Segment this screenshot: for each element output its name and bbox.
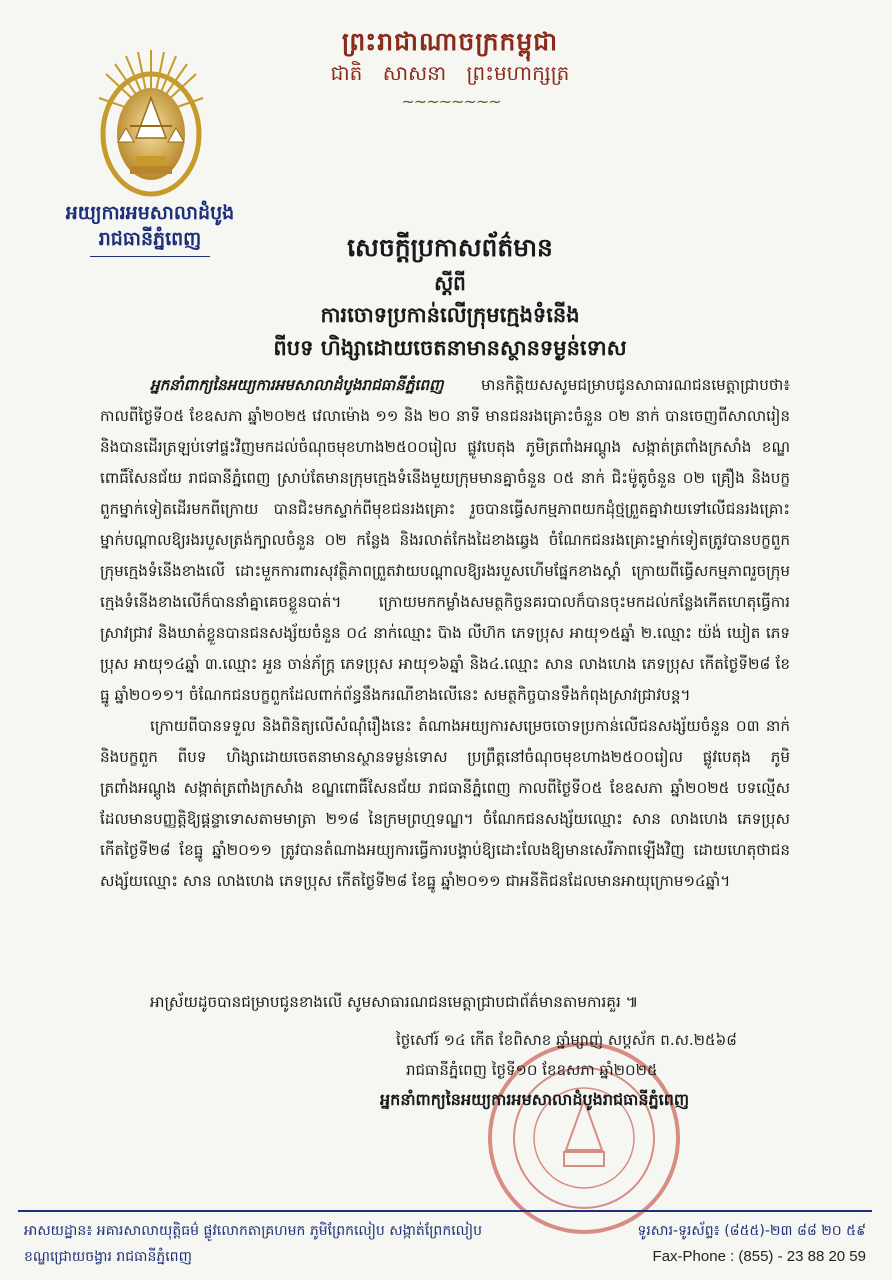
lunar-date: ថ្ងៃសៅរ៍ ១៤ កើត ខែពិសាខ ឆ្នាំម្សាញ់ សប្តស័ក ព.ស.២៥៦៨ [396, 1031, 737, 1049]
address-line2: ខណ្ឌជ្រោយចង្វារ រាជធានីភ្នំពេញ [24, 1249, 192, 1265]
document-subject-line2: ពីបទ ហិង្សាដោយចេតនាមានស្ថានទម្ងន់ទោស [273, 335, 627, 360]
address-line1: អាសយដ្ឋាន៖ អគារសាលាយុត្តិធម៌ ផ្លូវលោកតាគ្រហមក ភូមិព្រែកលៀប សង្កាត់ព្រែកលៀប [24, 1223, 483, 1239]
spokesperson-lead: អ្នកនាំពាក្យនៃអយ្យការអមសាលាដំបូងរាជធានីភ្នំពេញ [150, 376, 444, 394]
footer-divider [18, 1210, 872, 1212]
document-body [100, 370, 790, 897]
closing-statement: អាស្រ័យដូចបានជម្រាបជូនខាងលើ សូមសាធារណជនមេត្តាជ្រាបជាព័ត៌មានតាមការគួរ ៕ [150, 993, 639, 1011]
phone-khmer: ទូរសារ-ទូរស័ព្ទ៖ (៨៥៥)-២៣ ៨៨ ២០ ៥៩ [637, 1223, 866, 1239]
solar-date: រាជធានីភ្នំពេញ ថ្ងៃទី១០ ខែឧសភា ឆ្នាំ២០២៥ [406, 1061, 658, 1079]
paragraph-1 [100, 370, 790, 711]
signer-title: អ្នកនាំពាក្យនៃអយ្យការអមសាលាដំបូងរាជធានីភ្នំពេញ [380, 1090, 690, 1109]
signature-block [380, 1025, 800, 1115]
office-city: រាជធានីភ្នំពេញ [98, 228, 202, 250]
prosecutor-emblem-icon [96, 46, 206, 202]
document-titles [170, 228, 730, 364]
document-title: សេចក្តីប្រកាសព័ត៌មាន [347, 233, 553, 262]
kingdom-header [300, 26, 600, 88]
kingdom-title: ព្រះរាជាណាចក្រកម្ពុជា [341, 27, 559, 56]
document-about: ស្តីពី [434, 271, 466, 295]
fax-phone: Fax-Phone : (855) - 23 88 20 59 [652, 1248, 866, 1265]
footer-contact [596, 1218, 866, 1270]
office-name: អយ្យការអមសាលាដំបូង [65, 202, 235, 224]
footer-address [24, 1218, 584, 1270]
paragraph-1-text: មានកិត្តិយសសូមជម្រាបជូនសាធារណជនមេត្តាជ្រាបថា៖ កាលពីថ្ងៃទី០៥ ខែឧសភា ឆ្នាំ២០២៥ វេលាម៉ោង ១១ និង ២០ នាទី មានជនរងគ្រោះចំនួន ០២ នាក់ បានចេញពីសាលារៀន និងបានដើរត្រឡប់ទៅផ្ទះវិញមកដល់ចំណុចមុខហាង២៥០០រៀល ផ្លូវបេតុង ភូមិត្រពាំងអណ្តូង សង្កាត់ត្រពាំងក្រសាំង ខណ្ឌពោធិ៍សែនជ័យ រាជធានីភ្នំពេញ ស្រាប់តែមានក្រុមក្មេងទំនើងមួយក្រុមមានគ្នាចំនួន ០៥ នាក់ ជិះម៉ូតូចំនួន ០២ គ្រឿង និងបក្ខពួកម្នាក់ទៀតដើរមកពីក្រោយ បានជិះមកស្ទាក់ពីមុខជនរងគ្រោះ រួចបានធ្វើសកម្មភាពយកដុំថ្មព្រួតគ្នាវាយទៅលើជនរងគ្រោះម្នាក់បណ្តាលឱ្យរងរបួសត្រង់ក្បាលចំនួន ០២ កន្លែង និងរលាត់កែងដៃខាងឆ្វេង ចំណែកជនរងគ្រោះម្នាក់ទៀតត្រូវបានបក្ខពួកក្រុមក្មេងទំនើងខាងលើ ដោះមួកការពារសុវត្ថិភាពព្រួតវាយបណ្តាលឱ្យរងរបួសហើមផ្នែកខាងស្តាំ ក្រោយពីធ្វើសកម្មភាពរួចក្រុមក្មេងទំនើងខាងលើក៏បាននាំគ្នាគេចខ្លួនបាត់។ ក្រោយមកកម្លាំងសមត្ថកិច្ចនគរបាលក៏បានចុះមកដល់កន្លែងកើតហេតុធ្វើការស្រាវជ្រាវ និងឃាត់ខ្លួនបានជនសង្ស័យចំនួន ០៤ នាក់ឈ្មោះ ប៊ាង លីហ៊ក ភេទប្រុស អាយុ១៥ឆ្នាំ ២.ឈ្មោះ យ៉ង់ ឃៀត ភេទប្រុស អាយុ១៤ឆ្នាំ ៣.ឈ្មោះ អួន ចាន់ភ័ក្ត្រ ភេទប្រុស អាយុ១៦ឆ្នាំ និង៤.ឈ្មោះ សាន លាងហេង ភេទប្រុស កើតថ្ងៃទី២៨ ខែធ្នូ ឆ្នាំ២០១១។ ចំណែកជនបក្ខពួកដែលពាក់ព័ន្ធនឹងករណីខាងលើនេះ សមត្ថកិច្ចបានទឹងកំពុងស្រាវជ្រាវបន្ត។ [100, 376, 790, 704]
document-subject-line1: ការចោទប្រកាន់លើក្រុមក្មេងទំនើង [320, 302, 580, 327]
national-motto: ជាតិ សាសនា ព្រះមហាក្សត្រ [330, 61, 570, 85]
ornament-divider: ~~~~~~~~ [401, 92, 501, 111]
paragraph-2: ក្រោយពីបានទទួល និងពិនិត្យលើសំណុំរឿងនេះ តំណាងអយ្យការសម្រេចចោទប្រកាន់លើជនសង្ស័យចំនួន ០៣ នាក់ និងបក្ខពួក ពីបទ ហិង្សាដោយចេតនាមានស្ថានទម្ងន់ទោស ប្រព្រឹត្តនៅចំណុចមុខហាង២៥០០រៀល ផ្លូវបេតុង ភូមិត្រពាំងអណ្តូង សង្កាត់ត្រពាំងក្រសាំង ខណ្ឌពោធិ៍សែនជ័យ រាជធានីភ្នំពេញ កាលពីថ្ងៃទី០៥ ខែឧសភា ឆ្នាំ២០២៥ បទល្មើសដែលមានបញ្ញត្តិឱ្យផ្តន្ទាទោសតាមមាត្រា ២១៨ នៃក្រមព្រហ្មទណ្ឌ។ ចំណែកជនសង្ស័យឈ្មោះ សាន លាងហេង ភេទប្រុស កើតថ្ងៃទី២៨ ខែធ្នូ ឆ្នាំ២០១១ ត្រូវបានតំណាងអយ្យការធ្វើការបង្គាប់ឱ្យដោះលែងឱ្យមានសេរីភាពឡើងវិញ ដោយហេតុថាជនសង្ស័យឈ្មោះ សាន លាងហេង ភេទប្រុស កើតថ្ងៃទី២៨ ខែធ្នូ ឆ្នាំ២០១១ ជាអនីតិជនដែលមានអាយុក្រោម១៤ឆ្នាំ។ [100, 717, 790, 890]
